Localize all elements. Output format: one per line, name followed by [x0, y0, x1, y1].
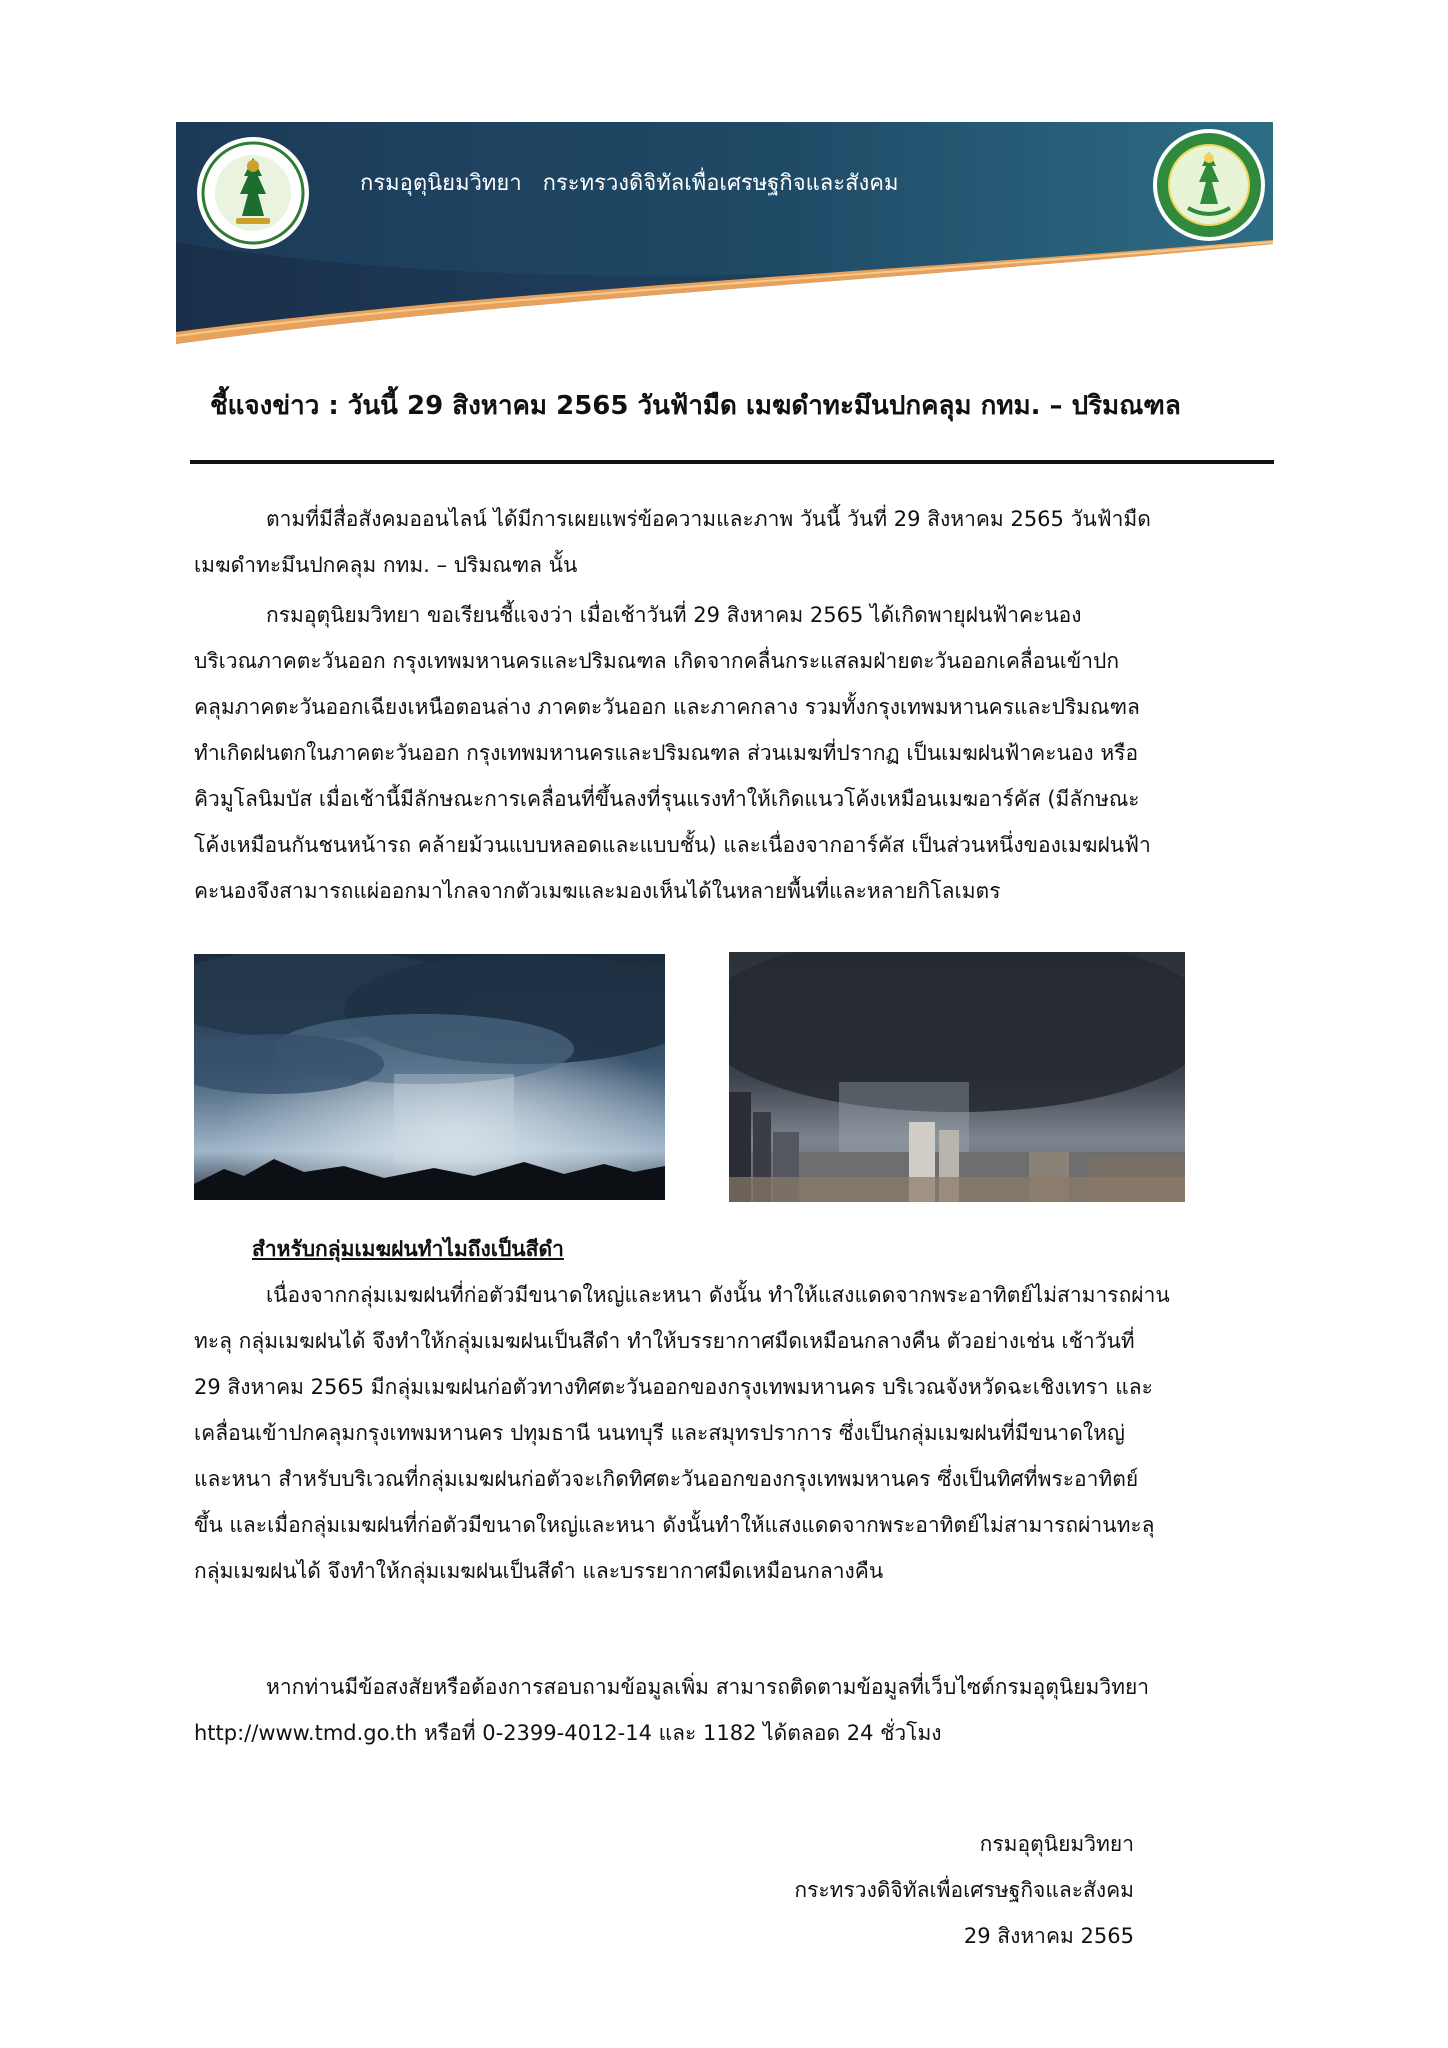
- paragraph-contact: [194, 1664, 1284, 1756]
- paragraph-line: บริเวณภาคตะวันออก กรุงเทพมหานครและปริมณฑล เกิดจากคลื่นกระแสลมฝ่ายตะวันออกเคลื่อนเข้าปก: [194, 649, 1120, 673]
- headline-divider: [190, 460, 1274, 464]
- paragraph-line: ขึ้น และเมื่อกลุ่มเมฆฝนที่ก่อตัวมีขนาดใหญ่และหนา ดังนั้นทำให้แสงแดดจากพระอาทิตย์ไม่สามารถผ่านทะลุ: [194, 1513, 1155, 1537]
- news-headline: ชี้แจงข่าว : วันนี้ 29 สิงหาคม 2565 วันฟ้ามืด เมฆดำทะมึนปกคลุม กทม. – ปริมณฑล: [210, 391, 1181, 421]
- ministry-logo: [196, 136, 310, 250]
- paragraph-why-black: [194, 1272, 1284, 1594]
- paragraph-line: ตามที่มีสื่อสังคมออนไลน์ ได้มีการเผยแพร่ข้อความและภาพ วันนี้ วันที่ 29 สิงหาคม 2565 วันฟ้ามืด: [266, 507, 1151, 531]
- paragraph-line: เนื่องจากกลุ่มเมฆฝนที่ก่อตัวมีขนาดใหญ่และหนา ดังนั้น ทำให้แสงแดดจากพระอาทิตย์ไม่สามารถผ่าน: [266, 1283, 1170, 1307]
- paragraph-line: คะนองจึงสามารถแผ่ออกมาไกลจากตัวเมฆและมองเห็นได้ในหลายพื้นที่และหลายกิโลเมตร: [194, 879, 1001, 903]
- paragraph-line: คลุมภาคตะวันออกเฉียงเหนือตอนล่าง ภาคตะวันออก และภาคกลาง รวมทั้งกรุงเทพมหานครและปริมณฑล: [194, 695, 1140, 719]
- storm-cloud-photo-left: [194, 954, 665, 1200]
- paragraph-line: กรมอุตุนิยมวิทยา ขอเรียนชี้แจงว่า เมื่อเช้าวันที่ 29 สิงหาคม 2565 ได้เกิดพายุฝนฟ้าคะนอง: [266, 603, 1082, 627]
- paragraph-line: เคลื่อนเข้าปกคลุมกรุงเทพมหานคร ปทุมธานี นนทบุรี และสมุทรปราการ ซึ่งเป็นกลุ่มเมฆฝนที่มีขนาดใหญ่: [194, 1421, 1125, 1445]
- paragraph-intro: [194, 496, 1284, 588]
- banner-department: กรมอุตุนิยมวิทยา: [360, 171, 522, 196]
- signature-department: กรมอุตุนิยมวิทยา: [979, 1832, 1134, 1856]
- paragraph-line: โค้งเหมือนกันชนหน้ารถ คล้ายม้วนแบบหลอดและแบบชั้น) และเนื่องจากอาร์คัส เป็นส่วนหนึ่งของเมฆฝนฟ้า: [194, 833, 1151, 857]
- paragraph-line: และหนา สำหรับบริเวณที่กลุ่มเมฆฝนก่อตัวจะเกิดทิศตะวันออกของกรุงเทพมหานคร ซึ่งเป็นทิศที่พระอาทิตย์: [194, 1467, 1139, 1491]
- banner-background: [176, 122, 1273, 352]
- paragraph-line: ทะลุ กลุ่มเมฆฝนได้ จึงทำให้กลุ่มเมฆฝนเป็นสีดำ ทำให้บรรยากาศมืดเหมือนกลางคืน ตัวอย่างเช่น เช้าวันที่: [194, 1329, 1135, 1353]
- paragraph-line: เมฆดำทะมึนปกคลุม กทม. – ปริมณฑล นั้น: [194, 553, 578, 577]
- section-subheading: สำหรับกลุ่มเมฆฝนทำไมถึงเป็นสีดำ: [252, 1237, 564, 1261]
- banner-title: [360, 165, 1180, 200]
- contact-line: http://www.tmd.go.th หรือที่ 0-2399-4012-14 และ 1182 ได้ตลอด 24 ชั่วโมง: [194, 1721, 942, 1745]
- header-banner: [176, 122, 1273, 352]
- paragraph-line: หากท่านมีข้อสงสัยหรือต้องการสอบถามข้อมูลเพิ่ม สามารถติดตามข้อมูลที่เว็บไซต์กรมอุตุนิยมวิทยา: [266, 1675, 1150, 1699]
- storm-cloud-photo-right: [729, 952, 1185, 1202]
- paragraph-line: 29 สิงหาคม 2565 มีกลุ่มเมฆฝนก่อตัวทางทิศตะวันออกของกรุงเทพมหานคร บริเวณจังหวัดฉะเชิงเทรา และ: [194, 1375, 1153, 1399]
- paragraph-line: กลุ่มเมฆฝนได้ จึงทำให้กลุ่มเมฆฝนเป็นสีดำ และบรรยากาศมืดเหมือนกลางคืน: [194, 1559, 884, 1583]
- signature-date: 29 สิงหาคม 2565: [963, 1924, 1134, 1948]
- paragraph-explanation: [194, 592, 1284, 914]
- signature-ministry: กระทรวงดิจิทัลเพื่อเศรษฐกิจและสังคม: [794, 1878, 1134, 1902]
- paragraph-line: ทำเกิดฝนตกในภาคตะวันออก กรุงเทพมหานครและปริมณฑล ส่วนเมฆที่ปรากฏ เป็นเมฆฝนฟ้าคะนอง หรือ: [194, 741, 1139, 765]
- banner-ministry: กระทรวงดิจิทัลเพื่อเศรษฐกิจและสังคม: [542, 171, 899, 196]
- paragraph-line: คิวมูโลนิมบัส เมื่อเช้านี้มีลักษณะการเคลื่อนที่ขึ้นลงที่รุนแรงทำให้เกิดแนวโค้งเหมือนเมฆอาร์คัส (มีลักษณะ: [194, 787, 1140, 811]
